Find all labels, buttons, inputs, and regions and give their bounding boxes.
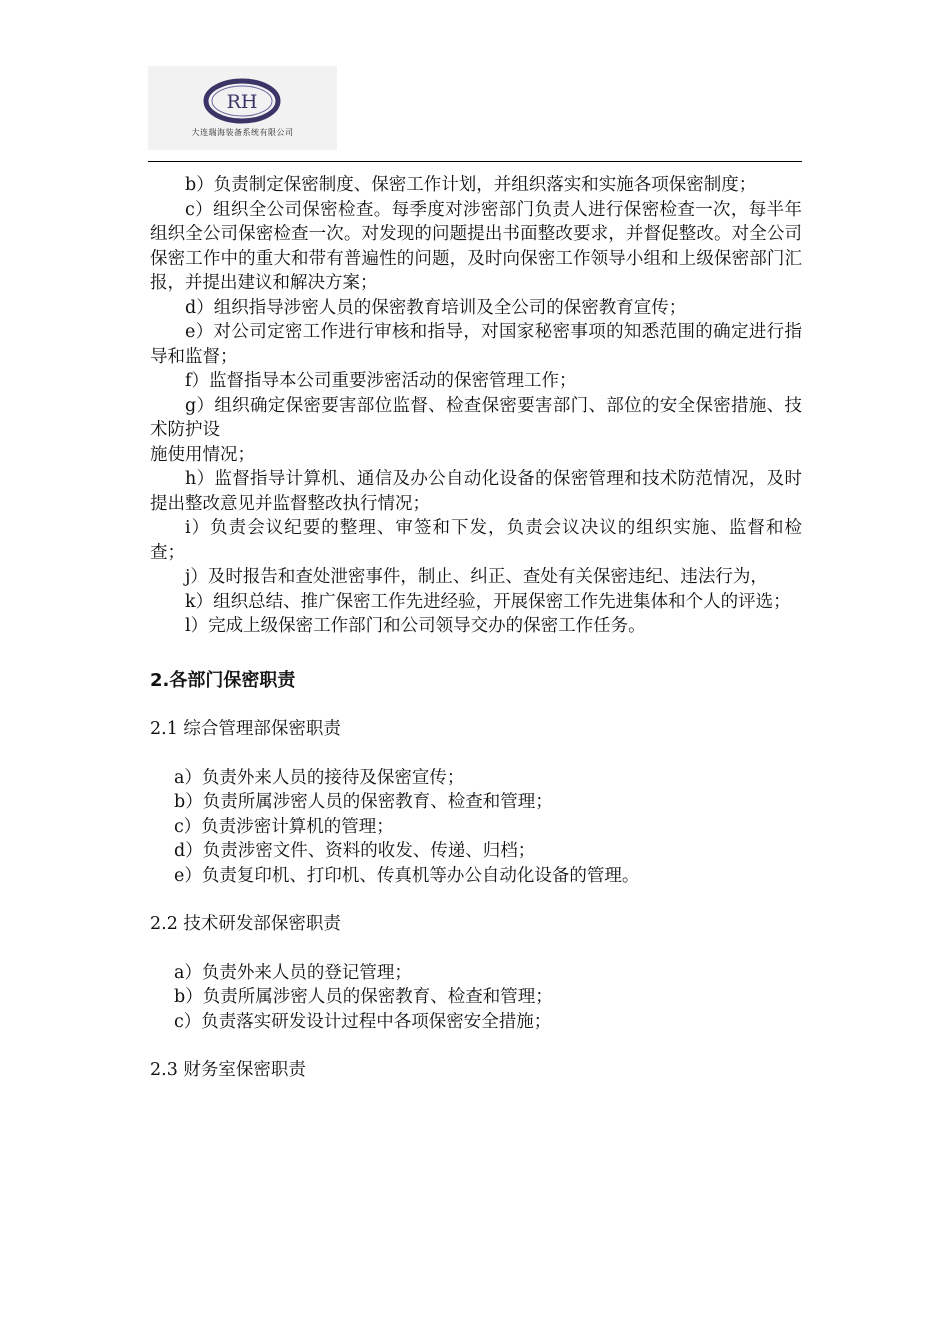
- company-name: 大连瑞海装备系统有限公司: [191, 128, 294, 137]
- logo-mark-text: RH: [226, 91, 258, 113]
- list-item: c）负责落实研发设计过程中各项保密安全措施；: [174, 1011, 552, 1032]
- list-item: b）负责所属涉密人员的保密教育、检查和管理；: [174, 987, 553, 1007]
- duty-i: i）负责会议纪要的整理、审签和下发，负责会议决议的组织实施、监督和检查；: [150, 518, 802, 563]
- duty-l: l）完成上级保密工作部门和公司领导交办的保密工作任务。: [185, 616, 646, 636]
- header-divider: [148, 161, 802, 162]
- duty-h: h）监督指导计算机、通信及办公自动化设备的保密管理和技术防范情况，及时提出整改意见并监督整改执行情况；: [150, 469, 802, 514]
- duty-g-continuation: 施使用情况；: [150, 444, 255, 465]
- duty-c: c）组织全公司保密检查。每季度对涉密部门负责人进行保密检查一次，每半年组织全公司保密检查一次。对发现的问题提出书面整改要求，并督促整改。对全公司保密工作中的重大和带有普遍性的问题，及时向保密工作领导小组和上级保密部门汇报，并提出建议和解决方案；: [150, 199, 802, 293]
- duty-j: j）及时报告和查处泄密事件，制止、纠正、查处有关保密违纪、违法行为，: [185, 567, 768, 587]
- duty-e: e）对公司定密工作进行审核和指导，对国家秘密事项的知悉范围的确定进行指导和监督；: [150, 322, 802, 367]
- duty-g: g）组织确定保密要害部位监督、检查保密要害部门、部位的安全保密措施、技术防护设: [150, 395, 802, 440]
- list-item: e）负责复印机、打印机、传真机等办公自动化设备的管理。: [174, 865, 640, 886]
- company-logo: [148, 66, 337, 150]
- list-item: b）负责所属涉密人员的保密教育、检查和管理；: [174, 792, 553, 812]
- section-2-1-heading: 2.1 综合管理部保密职责: [150, 719, 341, 739]
- rh-logo-icon: [202, 78, 282, 124]
- list-item: c）负责涉密计算机的管理；: [174, 816, 394, 837]
- section-2-2-list: [150, 961, 802, 1035]
- duty-b: b）负责制定保密制度、保密工作计划，并组织落实和实施各项保密制度；: [185, 175, 757, 195]
- list-item: a）负责外来人员的接待及保密宣传；: [174, 767, 465, 788]
- duty-f: f）监督指导本公司重要涉密活动的保密管理工作；: [185, 371, 577, 391]
- document-body: [150, 173, 802, 1083]
- list-item: d）负责涉密文件、资料的收发、传递、归档；: [174, 841, 536, 861]
- duty-k: k）组织总结、推广保密工作先进经验，开展保密工作先进集体和个人的评选；: [185, 591, 791, 612]
- list-item: a）负责外来人员的登记管理；: [174, 962, 412, 983]
- section-2-3-heading: 2.3 财务室保密职责: [150, 1060, 306, 1080]
- duty-d: d）组织指导涉密人员的保密教育培训及全公司的保密教育宣传；: [185, 297, 687, 318]
- section-2-2-heading: 2.2 技术研发部保密职责: [150, 914, 341, 934]
- section-2-heading: 2.各部门保密职责: [150, 669, 296, 691]
- section-2-1-list: [150, 766, 802, 889]
